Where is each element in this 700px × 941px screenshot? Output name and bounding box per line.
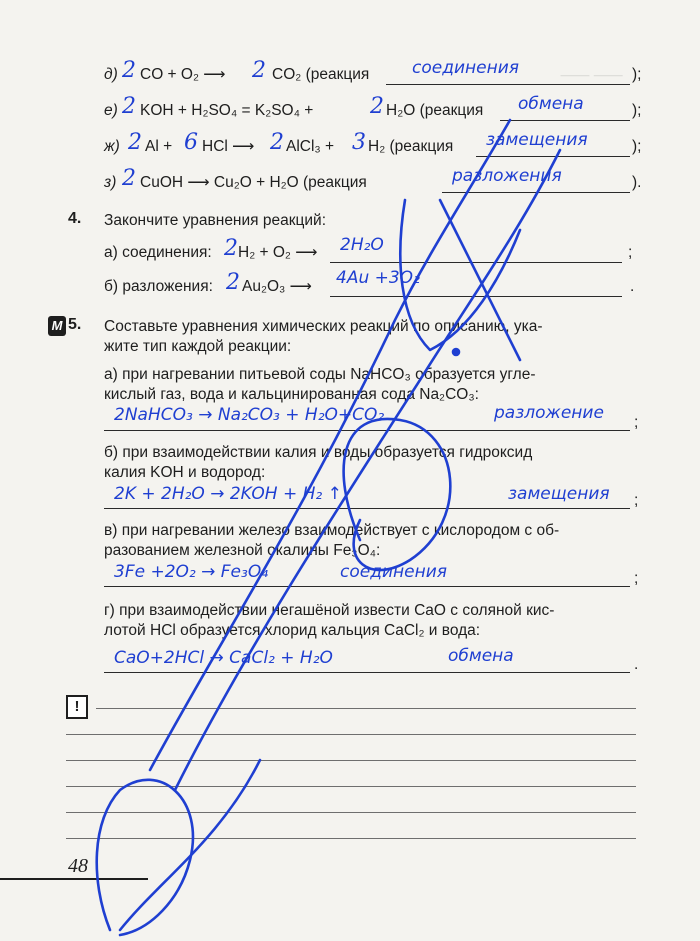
- reaction-z-end: ).: [632, 174, 642, 191]
- task5-a-type: разложение: [494, 403, 604, 423]
- task5-c-answer: 3Fe +2O₂ → Fe₃O₄: [114, 562, 269, 582]
- task4-b-answer-line: [330, 296, 622, 297]
- task5-b-line2: калия KOH и водород:: [104, 464, 266, 481]
- task5-a-line2: кислый газ, вода и кальцинированная сода Na₂CO₃:: [104, 386, 479, 403]
- notes-line-1: [96, 708, 636, 709]
- reaction-d-prefix: д): [104, 66, 118, 83]
- notes-line-4: [66, 786, 636, 787]
- reaction-e-answer: обмена: [518, 94, 584, 114]
- reaction-e-equation: KOH + H₂SO₄ = K₂SO₄ +: [140, 102, 314, 119]
- reaction-d-coef2: 2: [252, 58, 266, 83]
- notes-line-3: [66, 760, 636, 761]
- reaction-e-prefix: е): [104, 102, 118, 119]
- reaction-zh-answer: замещения: [486, 130, 588, 150]
- reaction-zh-answer-line: [476, 156, 630, 157]
- reaction-zh-coef2: 6: [184, 130, 198, 155]
- task5-c-type: соединения: [340, 562, 447, 582]
- notes-line-6: [66, 838, 636, 839]
- reaction-e-coef2: 2: [370, 94, 384, 119]
- exclamation-icon: !: [66, 695, 88, 719]
- task5-number: 5.: [68, 316, 82, 333]
- task4-b-equation: Au₂O₃ ⟶: [242, 278, 312, 295]
- task5-c-end: ;: [634, 570, 639, 587]
- task4-a-coef: 2: [224, 236, 238, 261]
- reaction-zh-end: );: [632, 138, 642, 155]
- task5-b-type: замещения: [508, 484, 610, 504]
- task5-a-answer-line: [104, 430, 630, 431]
- task5-d-answer: CaO+2HCl → CaCl₂ + H₂O: [114, 648, 333, 668]
- task5-c-line2: разованием железной окалины Fe₃O₄:: [104, 542, 381, 559]
- reaction-d-answer: соединения: [412, 58, 519, 78]
- reaction-d-equation-rest: CO₂ (реакция: [272, 66, 370, 83]
- task4-b-end: .: [630, 278, 635, 295]
- reaction-zh-coef1: 2: [128, 130, 142, 155]
- reaction-z-answer: разложения: [452, 166, 562, 186]
- page-number: 48: [68, 855, 88, 877]
- task5-intro-line1: Составьте уравнения химических реакций по описанию, ука-: [104, 318, 543, 335]
- task5-a-answer: 2NaHCO₃ → Na₂CO₃ + H₂O+CO₂: [114, 405, 385, 425]
- task5-intro-line2: жите тип каждой реакции:: [104, 338, 292, 355]
- reaction-d-equation: CO + O₂ ⟶: [140, 66, 226, 83]
- reaction-zh-prefix: ж): [104, 138, 120, 155]
- method-badge: М: [48, 316, 66, 336]
- task5-b-answer: 2K + 2H₂O → 2KOH + H₂ ↑: [114, 484, 342, 504]
- task5-d-end: .: [634, 656, 639, 673]
- task4-b-label: б) разложения:: [104, 278, 213, 295]
- reaction-z-prefix: з): [104, 174, 117, 191]
- task4-title: Закончите уравнения реакций:: [104, 212, 326, 229]
- task5-b-end: ;: [634, 492, 639, 509]
- reaction-e-equation-rest: H₂O (реакция: [386, 102, 484, 119]
- reaction-e-end: );: [632, 102, 642, 119]
- reaction-e-answer-line: [500, 120, 630, 121]
- task4-a-equation: H₂ + O₂ ⟶: [238, 244, 318, 261]
- reaction-z-answer-line: [442, 192, 630, 193]
- reaction-z-equation: CuOH ⟶ Cu₂O + H₂O (реакция: [140, 174, 367, 191]
- bleed-through-text: ⸻ ⸻: [560, 68, 624, 82]
- task4-a-answer: 2H₂O: [340, 235, 384, 255]
- task4-a-answer-line: [330, 262, 622, 263]
- reaction-zh-equation: Al +: [145, 138, 173, 155]
- task5-b-answer-line: [104, 508, 630, 509]
- task5-d-answer-line: [104, 672, 630, 673]
- task5-c-line1: в) при нагревании железо взаимодействует с кислородом с об-: [104, 522, 560, 539]
- task4-a-end: ;: [628, 244, 633, 261]
- reaction-d-coef1: 2: [122, 58, 136, 83]
- task5-a-line1: а) при нагревании питьевой соды NaHCO₃ образуется угле-: [104, 366, 536, 383]
- notes-line-5: [66, 812, 636, 813]
- reaction-e-coef1: 2: [122, 94, 136, 119]
- notes-line-2: [66, 734, 636, 735]
- reaction-zh-equation-4: H₂ (реакция: [368, 138, 454, 155]
- reaction-z-coef1: 2: [122, 166, 136, 191]
- task5-d-type: обмена: [448, 646, 514, 666]
- scribble-stroke-5: [97, 780, 193, 935]
- task5-b-line1: б) при взаимодействии калия и воды образуется гидроксид: [104, 444, 533, 461]
- reaction-d-end: );: [632, 66, 642, 83]
- task4-a-label: а) соединения:: [104, 244, 212, 261]
- task5-c-answer-line: [104, 586, 630, 587]
- task4-b-coef: 2: [226, 270, 240, 295]
- bottom-rule: [0, 878, 148, 880]
- task5-d-line2: лотой HCl образуется хлорид кальция CaCl₂ и вода:: [104, 622, 481, 639]
- reaction-zh-coef4: 3: [352, 130, 366, 155]
- task4-number: 4.: [68, 210, 82, 227]
- task5-a-end: ;: [634, 414, 639, 431]
- reaction-zh-equation-2: HCl ⟶: [202, 138, 255, 155]
- reaction-zh-coef3: 2: [270, 130, 284, 155]
- reaction-d-answer-line: [386, 84, 630, 85]
- reaction-zh-equation-3: AlCl₃ +: [286, 138, 335, 155]
- task4-b-answer: 4Au +3O₂: [336, 268, 420, 288]
- task5-d-line1: г) при взаимодействии негашёной извести CaO с соляной кис-: [104, 602, 555, 619]
